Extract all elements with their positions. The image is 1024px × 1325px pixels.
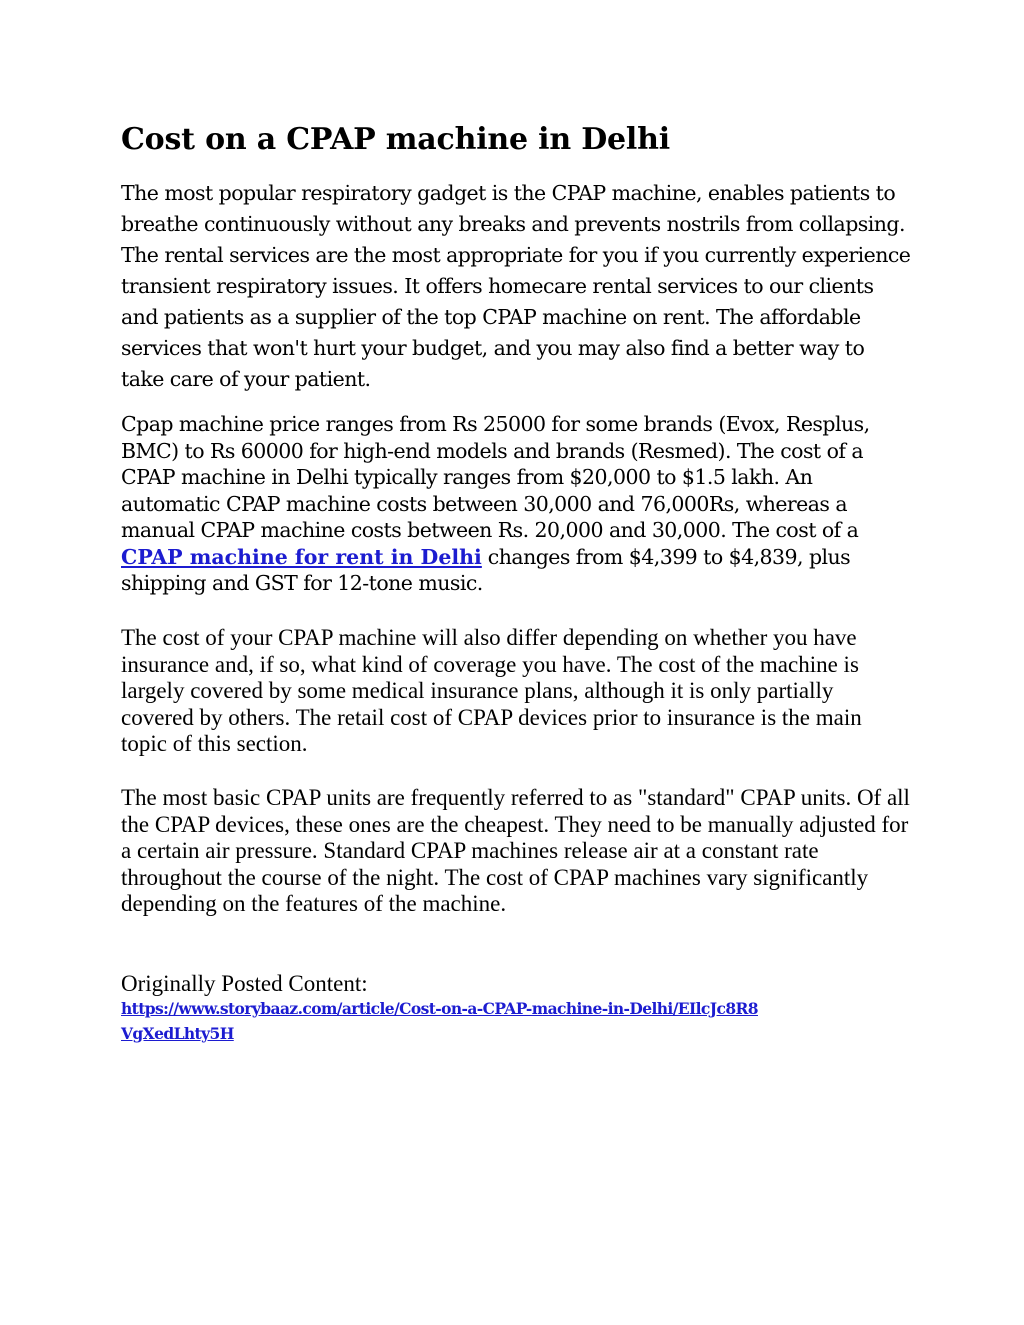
standard-units-paragraph: The most basic CPAP units are frequently referred to as "standard" CPAP units. Of all the CPAP devices, these ones are the cheapest. They need to be manually adjusted for a certain air pressure. Standard CPAP machines release air at a constant rate throughout the course of the night. The cost of CPAP machines vary significantly depending on the features of the machine. [121, 785, 910, 917]
cpap-rent-link[interactable]: CPAP machine for rent in Delhi [121, 544, 482, 569]
source-label: Originally Posted Content: [121, 971, 368, 996]
insurance-paragraph: The cost of your CPAP machine will also differ depending on whether you have insurance and, if so, what kind of coverage you have. The cost of the machine is largely covered by some medical insurance plans, although it is only partially covered by others. The retail cost of CPAP devices prior to insurance is the main topic of this section. [121, 625, 862, 757]
article-title: Cost on a CPAP machine in Delhi [121, 122, 670, 157]
intro-paragraph: The most popular respiratory gadget is the CPAP machine, enables patients to breathe continuously without any breaks and prevents nostrils from collapsing. The rental services are the most appropriate for you if you currently experience transient respiratory issues. It offers homecare rental services to our clients and patients as a supplier of the top CPAP machine on rent. The affordable services that won't hurt your budget, and you may also find a better way to take care of your patient. [121, 181, 911, 391]
price-paragraph-text-end: changes from $4,399 to $4,839, plus shipping and GST for 12-tone music. [121, 544, 851, 595]
source-url-link[interactable]: https://www.storybaaz.com/article/Cost-on-a-CPAP-machine-in-Delhi/EIlcJc8R8VgXedLhty5H [121, 999, 758, 1043]
price-paragraph [121, 411, 916, 597]
price-paragraph-text-start: Cpap machine price ranges from Rs 25000 for some brands (Evox, Resplus, BMC) to Rs 60000 for high-end models and brands (Resmed). The cost of a CPAP machine in Delhi typically ranges from $20,000 to $1.5 lakh. An automatic CPAP machine costs between 30,000 and 76,000Rs, whereas a manual CPAP machine costs between Rs. 20,000 and 30,000. The cost of a [121, 412, 870, 542]
